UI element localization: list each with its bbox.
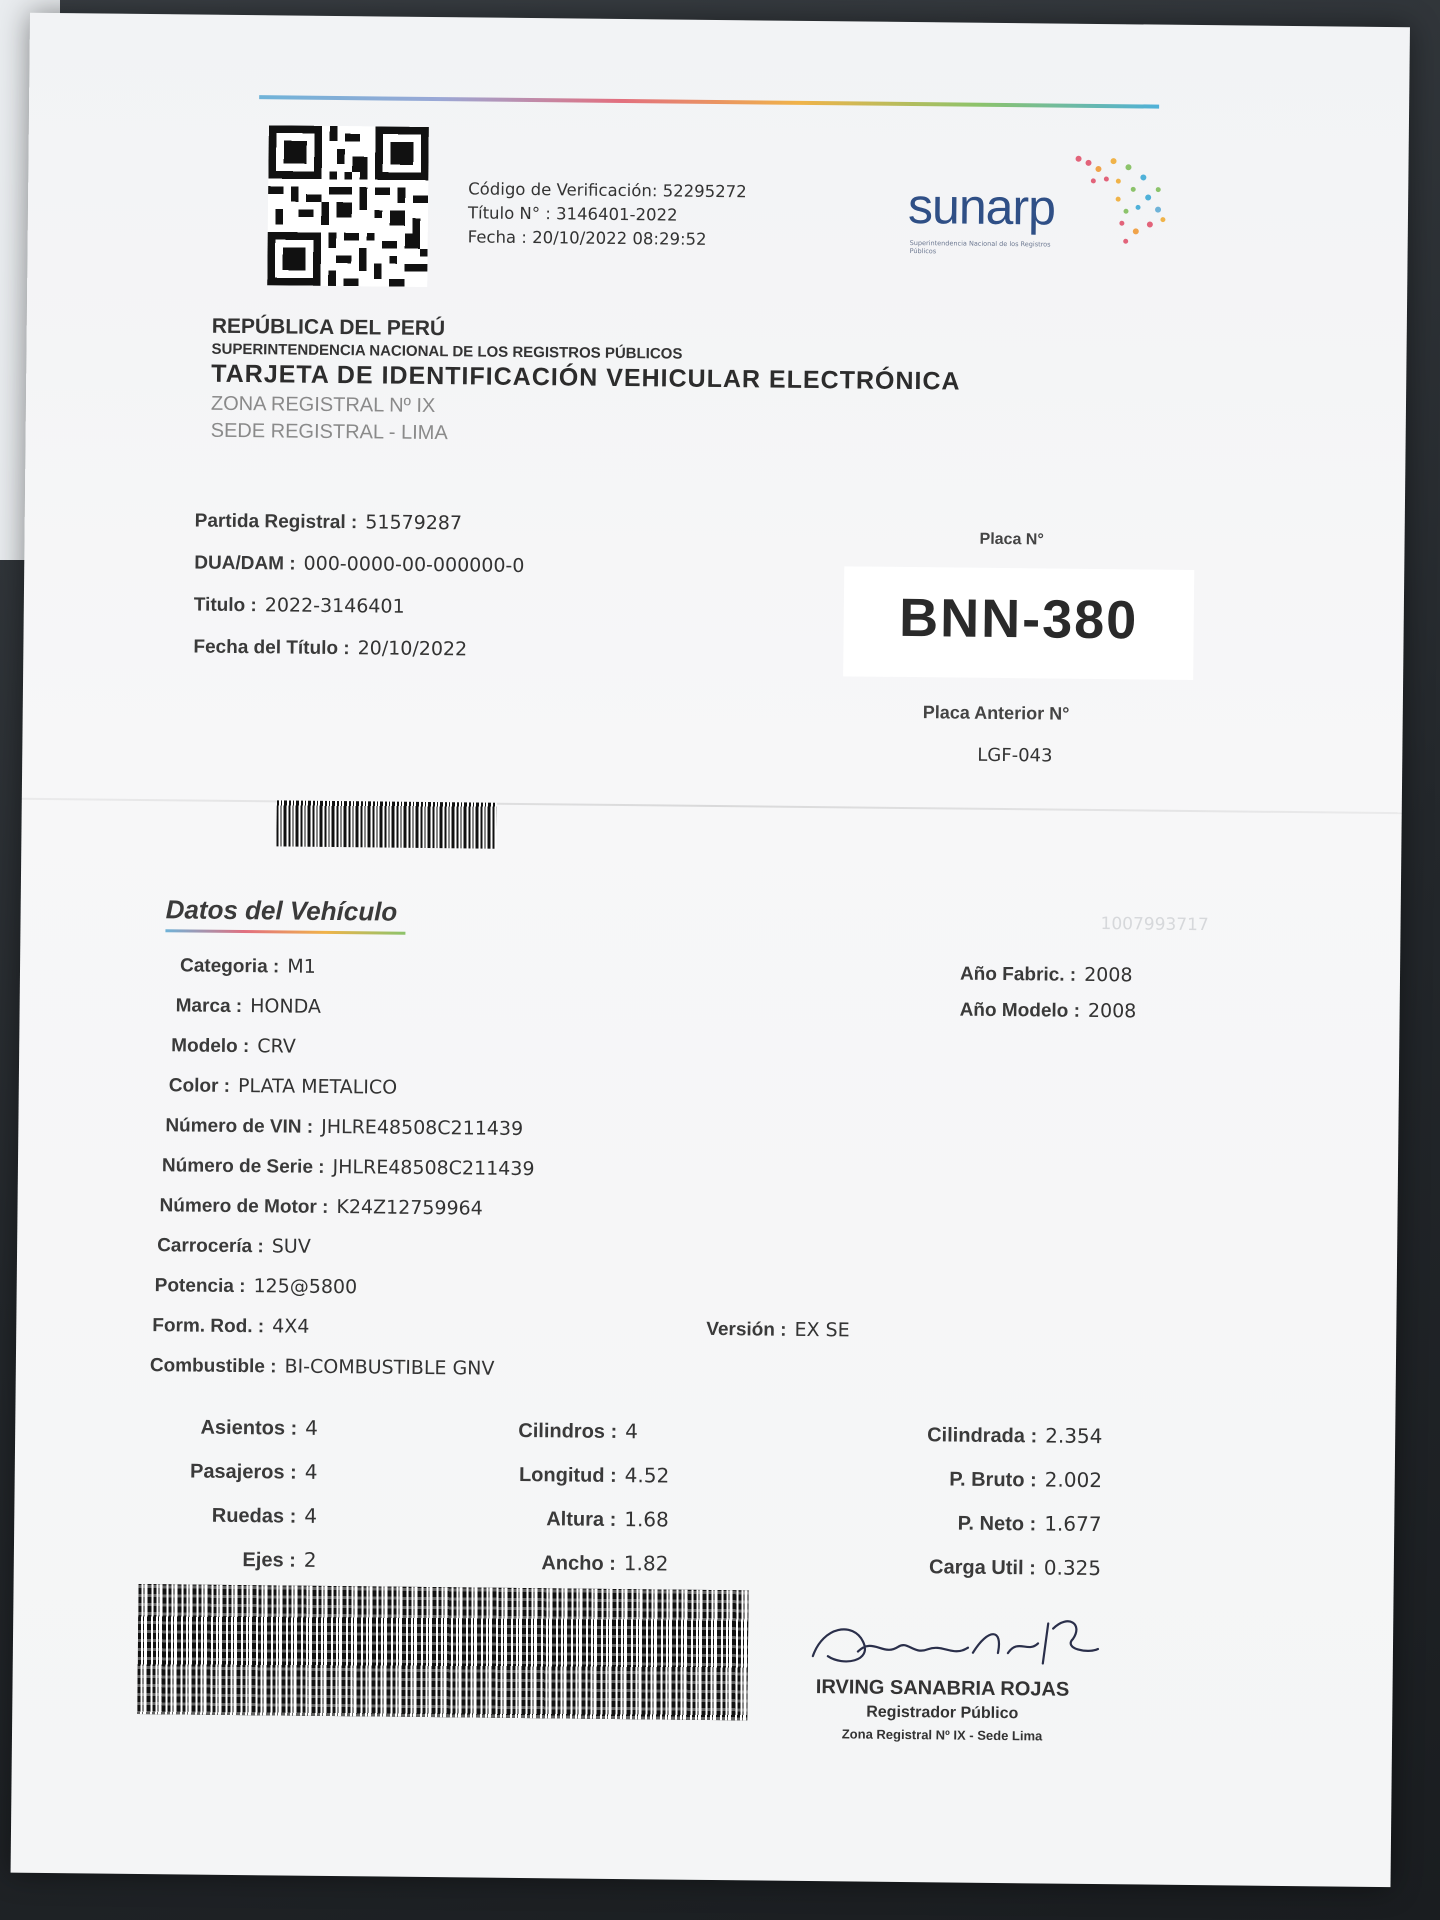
plate-label: Placa N° bbox=[979, 530, 1044, 549]
spec-item bbox=[734, 1552, 1124, 1581]
registry-zone: ZONA REGISTRAL Nº IX bbox=[210, 392, 436, 418]
field-label: Combustible : bbox=[149, 1355, 277, 1378]
field-value: BI-COMBUSTIBLE GNV bbox=[284, 1355, 495, 1380]
field-value: CRV bbox=[257, 1035, 296, 1058]
spec-item bbox=[735, 1464, 1125, 1493]
spec-value: 2 bbox=[303, 1547, 317, 1572]
field-label: Titulo : bbox=[193, 594, 257, 617]
registry-row bbox=[193, 636, 524, 681]
header-color-bar bbox=[259, 95, 1159, 108]
field-label: Form. Rod. : bbox=[152, 1315, 265, 1338]
field-value: M1 bbox=[287, 955, 316, 978]
title-number: Título N° : 3146401-2022 bbox=[467, 203, 678, 225]
sunarp-wordmark: sunarp bbox=[907, 177, 1056, 236]
spec-item bbox=[134, 1546, 344, 1573]
vehicle-field-row bbox=[159, 1194, 534, 1238]
pdf417-barcode bbox=[137, 1584, 748, 1720]
vehicle-field-row bbox=[152, 1314, 533, 1358]
field-value: K24Z12759964 bbox=[336, 1196, 483, 1220]
spec-value: 1.82 bbox=[623, 1551, 669, 1576]
document-title: TARJETA DE IDENTIFICACIÓN VEHICULAR ELECTRÓNICA bbox=[211, 359, 961, 396]
vehicle-field-row bbox=[154, 1274, 533, 1318]
sunarp-subtitle: Superintendencia Nacional de los Registros Públicos bbox=[909, 238, 1051, 256]
previous-plate-label: Placa Anterior N° bbox=[922, 702, 1070, 724]
field-label: Potencia : bbox=[154, 1275, 246, 1298]
spec-value: 2.002 bbox=[1044, 1467, 1103, 1493]
spec-label: Longitud : bbox=[518, 1463, 617, 1487]
spec-value: 4.52 bbox=[624, 1463, 670, 1488]
field-label: Modelo : bbox=[171, 1035, 250, 1058]
field-value: 125@5800 bbox=[253, 1275, 358, 1299]
spec-item bbox=[385, 1461, 685, 1489]
spec-value: 4 bbox=[304, 1459, 318, 1484]
vehicle-field-row bbox=[180, 954, 537, 998]
signatory-role: Registrador Público bbox=[866, 1703, 1019, 1723]
spec-value: 4 bbox=[305, 1415, 319, 1440]
spec-value: 4 bbox=[625, 1419, 639, 1444]
field-label: Número de Motor : bbox=[159, 1195, 329, 1218]
spec-label: P. Bruto : bbox=[949, 1468, 1037, 1492]
section-underline bbox=[165, 929, 405, 935]
spec-label: P. Neto : bbox=[957, 1512, 1037, 1536]
registry-row bbox=[194, 552, 525, 597]
vehicle-field-row bbox=[150, 1354, 533, 1398]
registry-row bbox=[194, 510, 525, 555]
registry-office: SEDE REGISTRAL - LIMA bbox=[210, 419, 448, 445]
document-header bbox=[211, 315, 962, 451]
field-value: 4X4 bbox=[272, 1315, 310, 1338]
field-label: Versión : bbox=[706, 1318, 787, 1341]
spec-value: 4 bbox=[304, 1503, 318, 1528]
registry-row bbox=[194, 594, 525, 639]
vehicle-field-row bbox=[162, 1154, 535, 1198]
field-value: 51579287 bbox=[365, 511, 463, 535]
spec-label: Cilindros : bbox=[518, 1419, 618, 1444]
spec-value: 2.354 bbox=[1045, 1423, 1103, 1449]
spec-label: Cilindrada : bbox=[927, 1424, 1038, 1448]
handwritten-signature bbox=[803, 1606, 1104, 1679]
field-value: 2008 bbox=[1084, 963, 1133, 987]
spec-item bbox=[135, 1414, 345, 1441]
field-label: Número de Serie : bbox=[161, 1155, 325, 1178]
sunarp-logo bbox=[908, 147, 1169, 260]
field-label: Marca : bbox=[175, 995, 243, 1018]
spec-item bbox=[134, 1502, 344, 1529]
field-label: Categoria : bbox=[179, 955, 280, 978]
spec-label: Asientos : bbox=[200, 1416, 298, 1440]
vehicle-specs bbox=[133, 1414, 1135, 1604]
field-label: Número de VIN : bbox=[165, 1115, 314, 1138]
vehicle-years bbox=[959, 963, 1136, 1037]
verification-code: Código de Verificación: 52295272 bbox=[468, 179, 747, 202]
spec-label: Ruedas : bbox=[211, 1504, 297, 1528]
field-value: JHLRE48508C211439 bbox=[321, 1115, 524, 1140]
field-label: Partida Registral : bbox=[194, 510, 358, 534]
spec-label: Altura : bbox=[546, 1508, 617, 1531]
vehicle-field-row bbox=[165, 1114, 535, 1158]
spec-item bbox=[385, 1417, 685, 1445]
spec-label: Carga Util : bbox=[929, 1556, 1036, 1580]
verification-info bbox=[468, 177, 747, 252]
qr-code bbox=[267, 125, 429, 287]
field-label: Año Fabric. : bbox=[959, 963, 1077, 986]
vehicle-field-row bbox=[175, 994, 536, 1038]
field-value: SUV bbox=[271, 1235, 311, 1258]
field-value: EX SE bbox=[794, 1318, 850, 1342]
country-heading: REPÚBLICA DEL PERÚ bbox=[211, 314, 446, 341]
vehicle-fields bbox=[146, 954, 537, 1398]
field-label: Carrocería : bbox=[157, 1235, 264, 1258]
year-row bbox=[960, 963, 1137, 1001]
field-value: JHLRE48508C211439 bbox=[332, 1156, 535, 1181]
field-value: PLATA METALICO bbox=[237, 1075, 398, 1099]
previous-plate-value: LGF-043 bbox=[977, 744, 1053, 767]
spec-label: Ejes : bbox=[242, 1549, 296, 1572]
spec-value: 1.677 bbox=[1044, 1511, 1102, 1537]
signatory-name: IRVING SANABRIA ROJAS bbox=[815, 1676, 1070, 1701]
spec-label: Pasajeros : bbox=[189, 1460, 297, 1484]
barcode-small bbox=[276, 800, 496, 848]
field-label: Color : bbox=[168, 1075, 231, 1097]
paper-fold-line bbox=[22, 798, 1402, 814]
issue-datetime: Fecha : 20/10/2022 08:29:52 bbox=[467, 227, 707, 249]
vehicle-field-row bbox=[157, 1234, 534, 1278]
vehicle-id-card-document bbox=[11, 13, 1410, 1887]
field-value: 2008 bbox=[1087, 999, 1137, 1023]
vehicle-section-title: Datos del Vehículo bbox=[165, 894, 398, 927]
spec-value: 0.325 bbox=[1043, 1555, 1102, 1581]
signatory-zone: Zona Registral Nº IX - Sede Lima bbox=[841, 1726, 1043, 1744]
field-value: 20/10/2022 bbox=[357, 637, 468, 661]
spec-item bbox=[384, 1549, 684, 1577]
year-row bbox=[959, 999, 1136, 1037]
spec-value: 1.68 bbox=[624, 1507, 669, 1532]
field-label: Fecha del Título : bbox=[193, 636, 350, 660]
spec-item bbox=[735, 1420, 1125, 1449]
version-field bbox=[706, 1318, 850, 1343]
spec-item bbox=[135, 1458, 345, 1485]
spec-item bbox=[384, 1505, 684, 1533]
document-number: 1007993717 bbox=[1100, 914, 1209, 936]
field-value: HONDA bbox=[250, 995, 322, 1018]
vehicle-field-row bbox=[171, 1034, 536, 1078]
field-value: 2022-3146401 bbox=[264, 594, 405, 618]
plate-number: BNN-380 bbox=[898, 587, 1139, 651]
field-label: Año Modelo : bbox=[959, 999, 1081, 1022]
registry-details bbox=[193, 510, 525, 681]
field-label: DUA/DAM : bbox=[194, 552, 296, 575]
spec-label: Ancho : bbox=[541, 1552, 616, 1575]
spec-item bbox=[734, 1508, 1124, 1537]
vehicle-field-row bbox=[169, 1074, 536, 1118]
agency-heading: SUPERINTENDENCIA NACIONAL DE LOS REGISTROS PÚBLICOS bbox=[211, 340, 683, 363]
plate-box bbox=[843, 566, 1194, 680]
field-value: 000-0000-00-000000-0 bbox=[303, 552, 525, 577]
